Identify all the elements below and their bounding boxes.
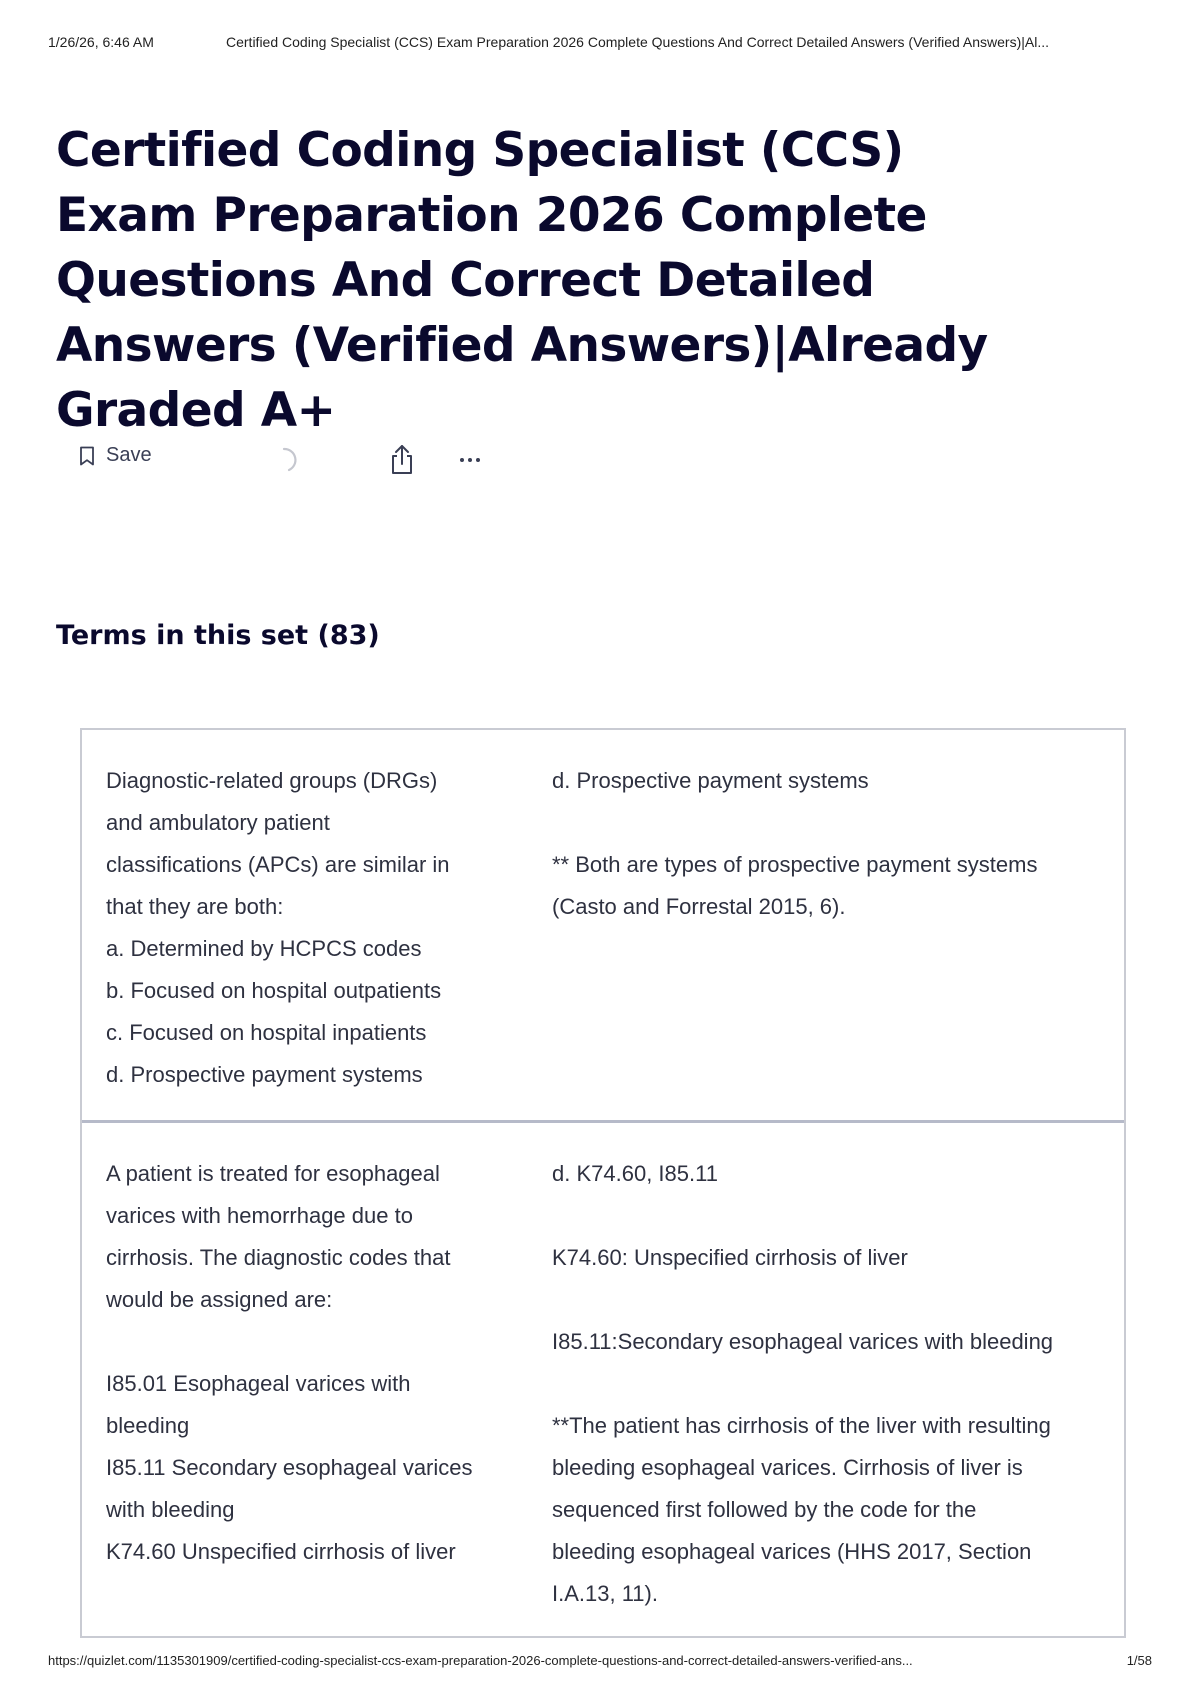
set-title: Certified Coding Specialist (CCS) Exam Preparation 2026 Complete Questions And Correct Detailed Answers (Verified Answers)|Already Graded A+ bbox=[56, 123, 988, 438]
term-text bbox=[106, 1153, 506, 1573]
term-line: varices with hemorrhage due to bbox=[106, 1203, 413, 1228]
definition-line: **The patient has cirrhosis of the liver with resulting bbox=[552, 1413, 1051, 1438]
definition-line: bleeding esophageal varices. Cirrhosis of liver is bbox=[552, 1455, 1023, 1480]
definition-line: sequenced first followed by the code for the bbox=[552, 1497, 977, 1522]
term-blank-line bbox=[106, 1321, 506, 1363]
term-line: that they are both: bbox=[106, 894, 284, 919]
definition-line: d. K74.60, I85.11 bbox=[552, 1161, 718, 1186]
terms-list bbox=[80, 728, 1126, 1638]
share-icon[interactable] bbox=[382, 440, 422, 480]
print-footer bbox=[48, 1653, 1152, 1673]
definition-line: I.A.13, 11). bbox=[552, 1581, 658, 1606]
term-line: Diagnostic-related groups (DRGs) bbox=[106, 768, 438, 793]
print-header bbox=[48, 34, 1152, 54]
term-line: cirrhosis. The diagnostic codes that bbox=[106, 1245, 451, 1270]
set-actions-toolbar bbox=[78, 440, 518, 480]
bookmark-icon bbox=[78, 446, 96, 466]
definition-blank-line bbox=[552, 802, 1112, 844]
term-line: I85.11 Secondary esophageal varices bbox=[106, 1455, 473, 1480]
term-card bbox=[82, 730, 1124, 1120]
print-url: https://quizlet.com/1135301909/certified-coding-specialist-ccs-exam-preparation-2026-complete-questions-and-correct-detailed-answers-verified-ans... bbox=[48, 1653, 913, 1668]
definition-text bbox=[552, 760, 1112, 928]
term-line: and ambulatory patient bbox=[106, 810, 330, 835]
definition-blank-line bbox=[552, 1279, 1112, 1321]
term-card bbox=[82, 1120, 1124, 1634]
definition-line: I85.11:Secondary esophageal varices with bleeding bbox=[552, 1329, 1054, 1354]
spinner-icon bbox=[264, 440, 304, 480]
definition-line: ** Both are types of prospective payment systems bbox=[552, 852, 1038, 877]
save-button[interactable] bbox=[78, 444, 152, 467]
more-icon[interactable] bbox=[450, 440, 490, 480]
print-date: 1/26/26, 6:46 AM bbox=[48, 34, 154, 50]
term-line: with bleeding bbox=[106, 1497, 235, 1522]
definition-line: bleeding esophageal varices (HHS 2017, Section bbox=[552, 1539, 1032, 1564]
term-text bbox=[106, 760, 506, 1096]
term-line: would be assigned are: bbox=[106, 1287, 333, 1312]
term-line: a. Determined by HCPCS codes bbox=[106, 936, 422, 961]
term-line: K74.60 Unspecified cirrhosis of liver bbox=[106, 1539, 456, 1564]
term-line: b. Focused on hospital outpatients bbox=[106, 978, 442, 1003]
terms-heading: Terms in this set (83) bbox=[56, 620, 380, 651]
definition-line: d. Prospective payment systems bbox=[552, 768, 869, 793]
term-line: bleeding bbox=[106, 1413, 190, 1438]
definition-blank-line bbox=[552, 1195, 1112, 1237]
print-page-title: Certified Coding Specialist (CCS) Exam Preparation 2026 Complete Questions And Correct Detailed Answers (Verified Answers)|Al... bbox=[226, 34, 1050, 50]
definition-text bbox=[552, 1153, 1112, 1615]
print-page-number: 1/58 bbox=[1126, 1653, 1152, 1668]
term-line: d. Prospective payment systems bbox=[106, 1062, 423, 1087]
term-line: A patient is treated for esophageal bbox=[106, 1161, 440, 1186]
definition-line: (Casto and Forrestal 2015, 6). bbox=[552, 894, 846, 919]
term-line: classifications (APCs) are similar in bbox=[106, 852, 450, 877]
definition-line: K74.60: Unspecified cirrhosis of liver bbox=[552, 1245, 908, 1270]
term-line: c. Focused on hospital inpatients bbox=[106, 1020, 427, 1045]
definition-blank-line bbox=[552, 1363, 1112, 1405]
term-line: I85.01 Esophageal varices with bbox=[106, 1371, 411, 1396]
save-button-label: Save bbox=[106, 444, 152, 466]
